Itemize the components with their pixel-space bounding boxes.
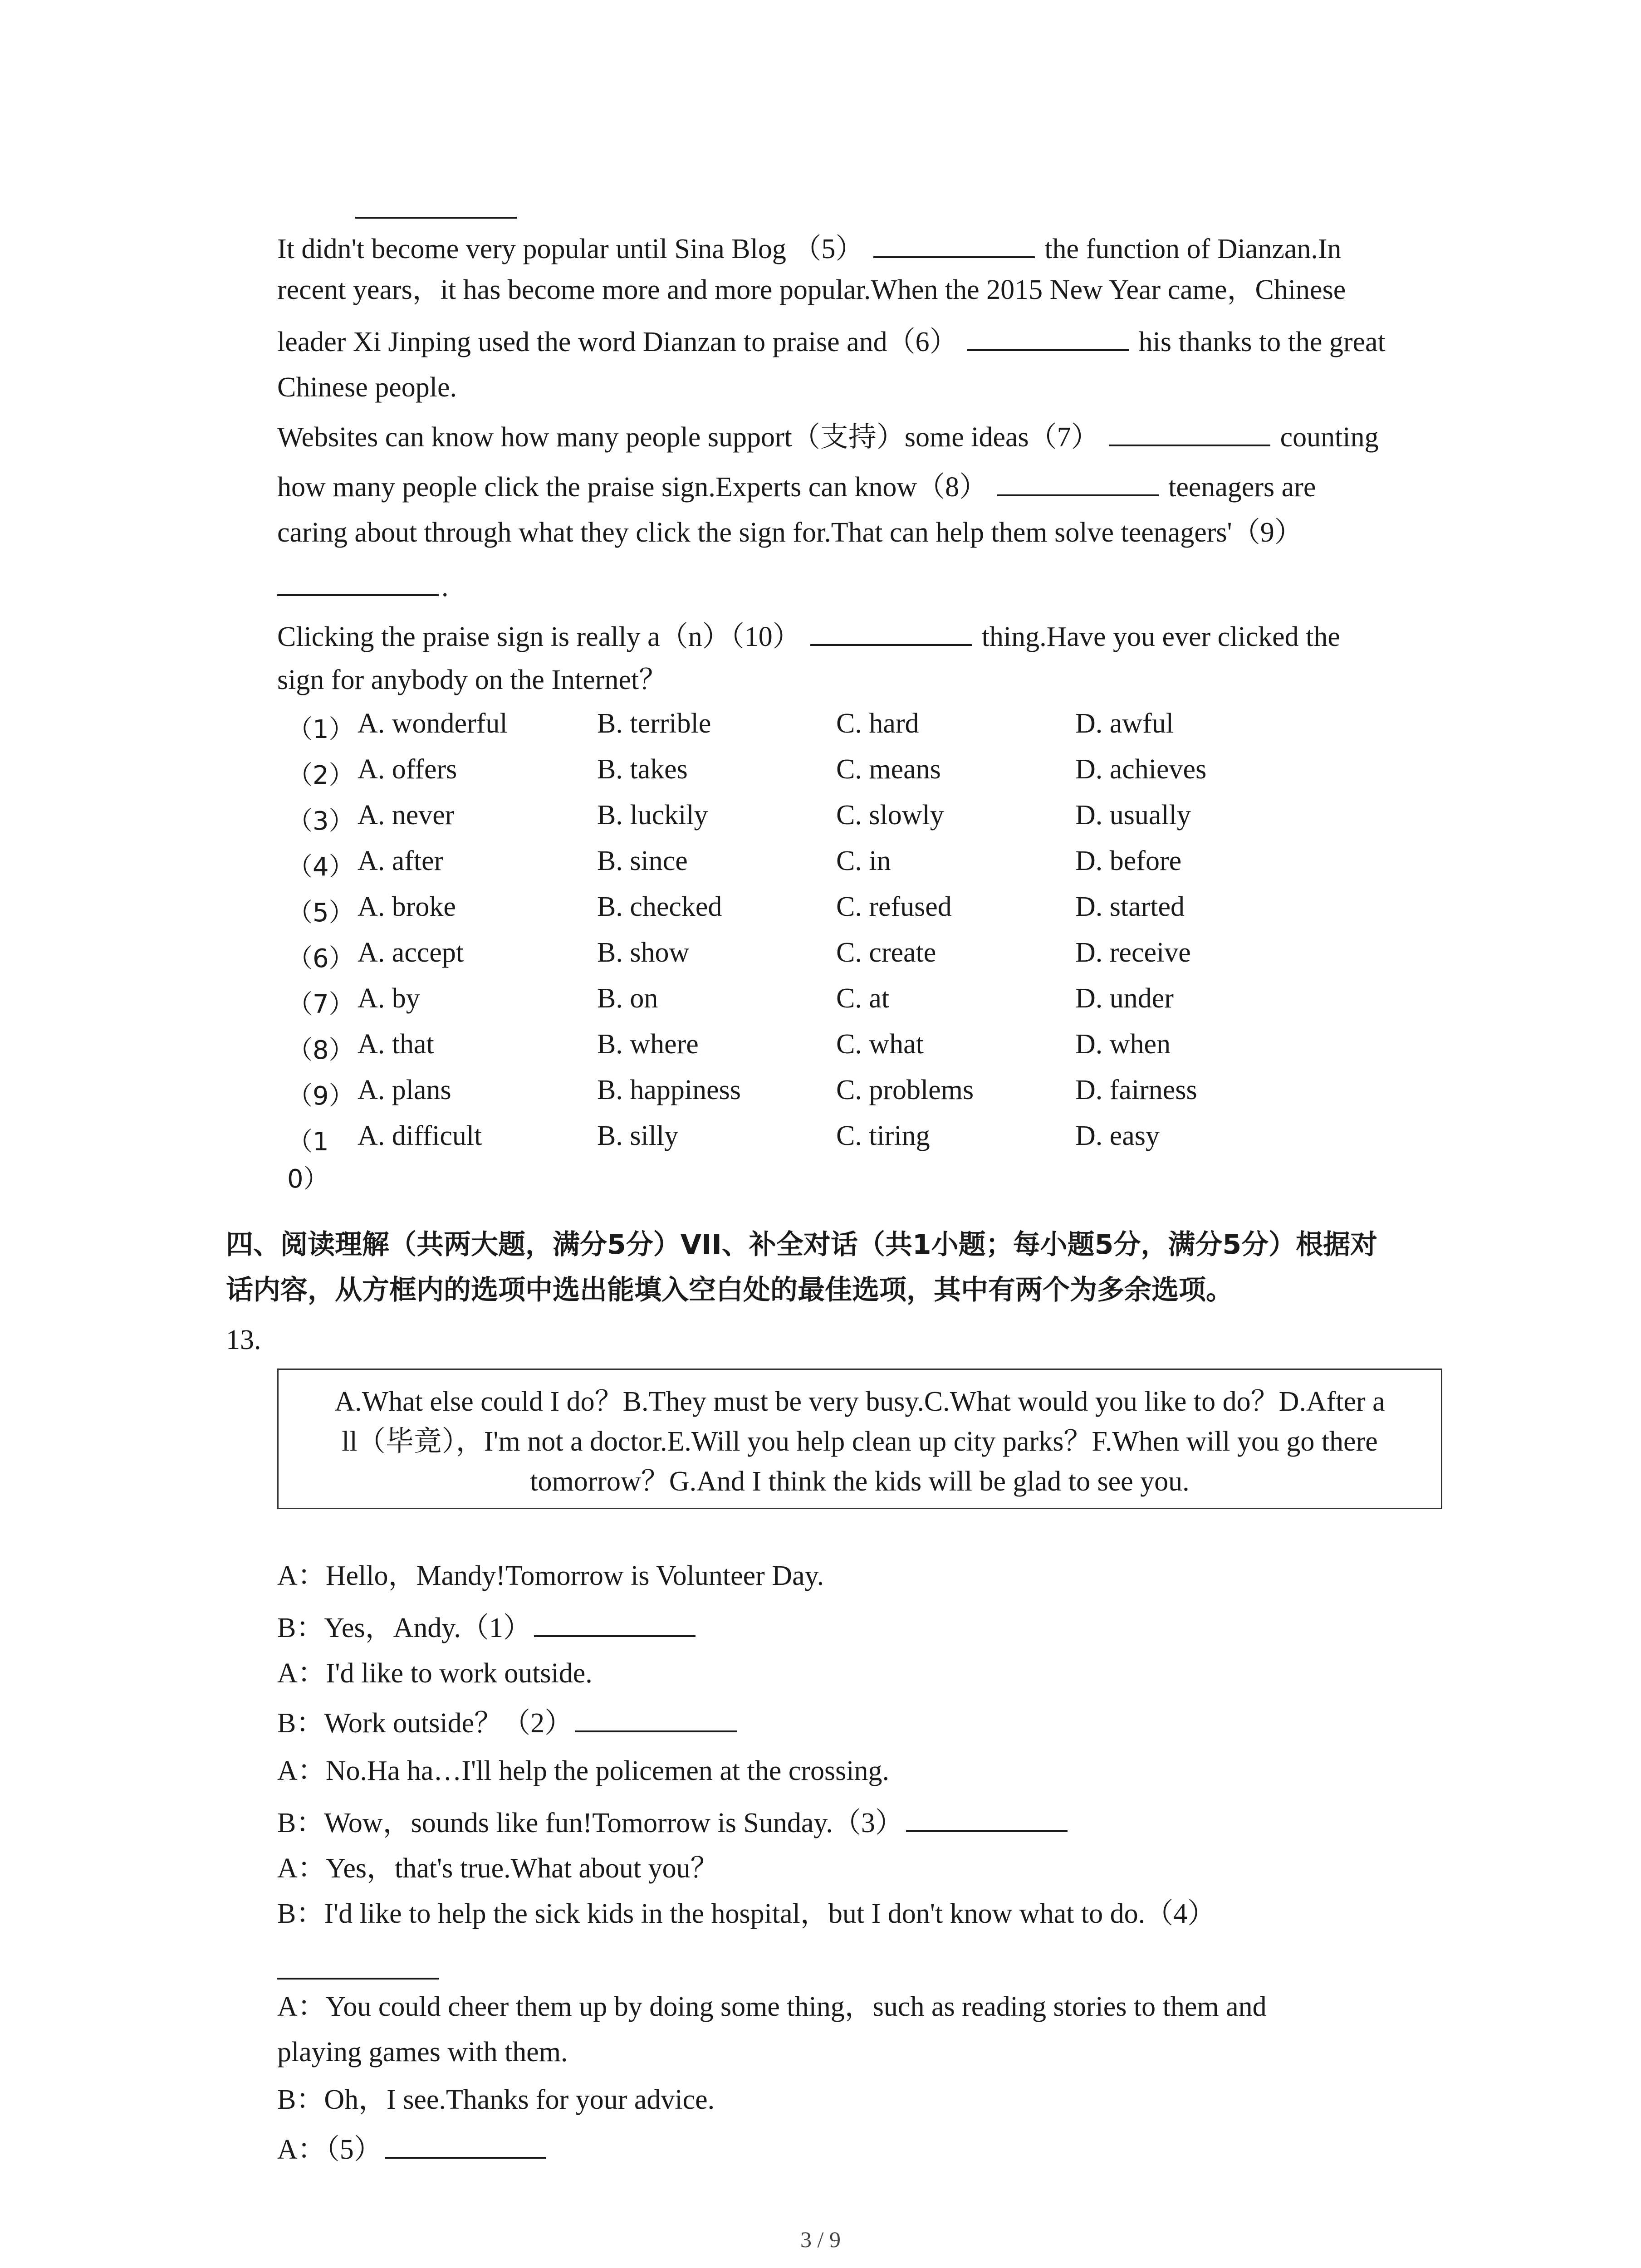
option-choice-a[interactable]: A. plans [358,1075,451,1105]
option-choice-b[interactable]: B. luckily [597,800,708,831]
dialogue-line-10: playing games with them. [277,2037,568,2068]
option-choice-b[interactable]: B. since [597,846,688,876]
passage-line-9: Clicking the praise sign is really a（n）（10） thing.Have you ever clicked the [277,617,1340,655]
passage-line-1: It didn't become very popular until Sina Blog （5） the function of Dianzan.In [277,229,1342,267]
option-number: （3） [287,807,354,836]
section-title-line-1: 四、阅读理解（共两大题，满分5分）VII、补全对话（共1小题；每小题5分，满分5分）根据对 [226,1229,1378,1261]
option-number: （8） [287,1036,354,1065]
answer-blank-6[interactable] [967,322,1129,351]
option-number: （5） [287,898,354,928]
option-choice-c[interactable]: C. hard [836,708,919,739]
page-number: 3 / 9 [800,2227,841,2252]
option-choice-b[interactable]: B. silly [597,1120,679,1151]
answer-blank-9[interactable] [277,567,439,596]
option-choice-b[interactable]: B. where [597,1029,699,1060]
option-choice-d[interactable]: D. usually [1075,800,1191,831]
option-number: （1） [287,715,354,744]
option-choice-a[interactable]: A. accept [358,937,464,968]
dialogue-line-8: B：I'd like to help the sick kids in the hospital，but I don't know what to do.（4） [277,1898,1216,1929]
option-choice-c[interactable]: C. what [836,1029,924,1060]
option-choice-a[interactable]: A. by [358,983,420,1014]
option-number: （1 [287,1127,329,1157]
dialogue-blank-2[interactable] [575,1703,737,1732]
passage-line-4: Chinese people. [277,372,457,403]
option-choice-d[interactable]: D. receive [1075,937,1191,968]
option-choice-a[interactable]: A. never [358,800,455,831]
dialogue-line-8b [277,1950,441,1988]
option-choice-a[interactable]: A. after [358,846,444,876]
passage-line-8: . [277,567,449,605]
option-choice-c[interactable]: C. tiring [836,1120,930,1151]
option-choice-c[interactable]: C. create [836,937,936,968]
passage-line-7: caring about through what they click the sign for.That can help them solve teenagers'（9） [277,517,1303,548]
option-choice-c[interactable]: C. means [836,754,941,785]
dialogue-line-11: B：Oh，I see.Thanks for your advice. [277,2084,715,2115]
dialogue-line-2: B：Yes，Andy.（1） [277,1608,698,1646]
option-choice-b[interactable]: B. show [597,937,690,968]
option-number: （4） [287,852,354,882]
option-choice-d[interactable]: D. fairness [1075,1075,1197,1105]
passage-line-3: leader Xi Jinping used the word Dianzan to praise and（6） his thanks to the great [277,322,1386,360]
option-choice-d[interactable]: D. started [1075,891,1185,922]
answer-blank-4[interactable] [355,217,517,219]
option-choice-a[interactable]: A. that [358,1029,434,1060]
passage-line-2: recent years，it has become more and more popular.When the 2015 New Year came，Chinese [277,274,1346,305]
option-choice-b[interactable]: B. checked [597,891,722,922]
dialogue-line-7: A：Yes，that's true.What about you？ [277,1853,719,1884]
answer-blank-5[interactable] [873,229,1035,258]
option-choice-c[interactable]: C. at [836,983,890,1014]
option-choice-b[interactable]: B. happiness [597,1075,741,1105]
option-choice-d[interactable]: D. before [1075,846,1182,876]
dialogue-line-3: A：I'd like to work outside. [277,1658,593,1689]
option-choice-d[interactable]: D. under [1075,983,1174,1014]
choices-box [277,1369,1442,1509]
dialogue-line-9: A：You could cheer them up by doing some thing，such as reading stories to them and [277,1991,1267,2022]
passage-line-6: how many people click the praise sign.Experts can know（8） teenagers are [277,467,1316,505]
answer-blank-10[interactable] [810,617,972,646]
choices-box-line-2: ll（毕竟），I'm not a doctor.E.Will you help clean up city parks？F.When will you go there [342,1426,1378,1457]
choices-box-line-3: tomorrow？G.And I think the kids will be glad to see you. [530,1466,1190,1497]
question-number: 13. [226,1325,261,1355]
answer-blank-7[interactable] [1109,417,1270,446]
dialogue-line-6: B：Wow，sounds like fun!Tomorrow is Sunday.（3） [277,1803,1070,1841]
option-choice-a[interactable]: A. broke [358,891,456,922]
dialogue-blank-1[interactable] [534,1608,696,1637]
option-choice-b[interactable]: B. takes [597,754,688,785]
option-choice-c[interactable]: C. in [836,846,891,876]
option-choice-a[interactable]: A. offers [358,754,457,785]
option-choice-a[interactable]: A. wonderful [358,708,508,739]
option-choice-a[interactable]: A. difficult [358,1120,482,1151]
option-choice-d[interactable]: D. awful [1075,708,1174,739]
passage-line-10: sign for anybody on the Internet？ [277,665,667,695]
option-choice-b[interactable]: B. on [597,983,658,1014]
dialogue-line-4: B：Work outside？（2） [277,1703,740,1741]
option-choice-c[interactable]: C. refused [836,891,952,922]
dialogue-line-5: A：No.Ha ha…I'll help the policemen at the crossing. [277,1755,889,1786]
answer-blank-8[interactable] [997,467,1159,496]
dialogue-line-1: A：Hello，Mandy!Tomorrow is Volunteer Day. [277,1560,824,1591]
option-number: （6） [287,944,354,973]
option-choice-d[interactable]: D. achieves [1075,754,1207,785]
dialogue-blank-5[interactable] [385,2130,546,2159]
passage-line-5: Websites can know how many people support（支持）some ideas（7） counting [277,417,1379,455]
option-number-wrap: 0） [287,1164,329,1194]
option-choice-c[interactable]: C. slowly [836,800,944,831]
option-number: （7） [287,990,354,1019]
dialogue-blank-3[interactable] [906,1803,1068,1832]
dialogue-blank-4[interactable] [277,1950,439,1980]
dialogue-line-12: A：（5） [277,2130,549,2167]
option-choice-c[interactable]: C. problems [836,1075,974,1105]
option-choice-d[interactable]: D. when [1075,1029,1171,1060]
choices-box-line-1: A.What else could I do？B.They must be very busy.C.What would you like to do？D.After a [334,1386,1385,1417]
option-number: （9） [287,1081,354,1111]
option-choice-d[interactable]: D. easy [1075,1120,1160,1151]
section-title-line-2: 话内容，从方框内的选项中选出能填入空白处的最佳选项，其中有两个为多余选项。 [226,1274,1233,1306]
option-choice-b[interactable]: B. terrible [597,708,711,739]
option-number: （2） [287,761,354,790]
